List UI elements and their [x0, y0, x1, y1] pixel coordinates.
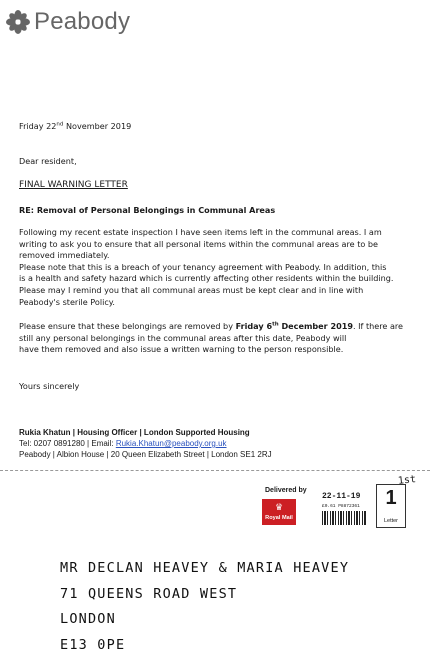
paragraph-deadline — [19, 321, 414, 356]
postage-class-box — [376, 484, 406, 528]
paragraph-line: Peabody's sterile Policy. — [19, 296, 116, 307]
paragraph-line: Please ensure that these belongings are removed by Friday 6th December 2019. If there are — [19, 321, 404, 331]
address-line-postcode: E13 0PE — [60, 636, 126, 653]
carrier-name: Royal Mail — [265, 514, 293, 521]
signature-name: Rukia Khatun | Housing Officer | London Supported Housing — [19, 428, 250, 437]
brand-name: Peabody — [34, 8, 131, 35]
address-line-city: LONDON — [60, 611, 116, 627]
envelope-divider — [0, 470, 430, 471]
postage-stamp — [262, 474, 417, 537]
letter-date: Friday 22nd November 2019 — [19, 121, 132, 131]
email-link[interactable]: Rukia.Khatun@peabody.org.uk — [115, 439, 227, 448]
address-line-name: MR DECLAN HEAVEY & MARIA HEAVEY — [60, 560, 350, 576]
warning-title: FINAL WARNING LETTER — [19, 180, 128, 190]
postmark-date: 22-11-19 — [322, 492, 361, 501]
peabody-flower-icon — [5, 9, 31, 35]
crown-icon: ♛ — [274, 502, 284, 513]
paragraph-line: have them removed and also issue a written warning to the person responsible. — [19, 344, 344, 355]
subject-line: RE: Removal of Personal Belongings in Communal Areas — [19, 205, 276, 215]
peabody-logo — [5, 8, 130, 36]
paragraph-inspection — [19, 227, 414, 308]
delivered-by-label: Delivered by — [265, 487, 307, 494]
address-line-street: 71 QUEENS ROAD WEST — [60, 585, 238, 602]
paragraph-line: removed immediately. — [19, 250, 110, 261]
signature-address: Peabody | Albion House | 20 Queen Elizabeth Street | London SE1 2RJ — [19, 450, 272, 459]
postage-code: £0.61 P8872361 — [322, 504, 360, 509]
paragraph-line: is a health and safety hazard which is currently affecting other residents within the building. — [19, 273, 394, 284]
royal-mail-logo — [262, 499, 296, 525]
signature-block — [19, 427, 419, 460]
paragraph-line: still any personal belongings in the communal areas after this date, Peabody will — [19, 332, 347, 343]
paragraph-line: Please may I remind you that all communal areas must be kept clear and in line with — [19, 284, 364, 295]
postage-class-number: 1 — [385, 487, 397, 509]
postage-class-label: Letter — [383, 518, 399, 524]
recipient-address — [60, 556, 349, 655]
signature-contact: Tel: 0207 0891280 | Email: Rukia.Khatun@peabody.org.uk — [19, 439, 227, 448]
closing: Yours sincerely — [19, 381, 80, 391]
salutation: Dear resident, — [19, 156, 77, 166]
handwritten-class-note: 1st — [397, 474, 417, 487]
paragraph-line: writing to ask you to ensure that all personal items within the communal areas are to be — [19, 238, 379, 249]
barcode-icon — [322, 511, 366, 525]
paragraph-line: Following my recent estate inspection I have seen items left in the communal areas. I am — [19, 227, 382, 237]
deadline-date: Friday 6th December 2019 — [235, 321, 353, 331]
paragraph-line: Please note that this is a breach of your tenancy agreement with Peabody. In addition, this — [19, 261, 387, 272]
